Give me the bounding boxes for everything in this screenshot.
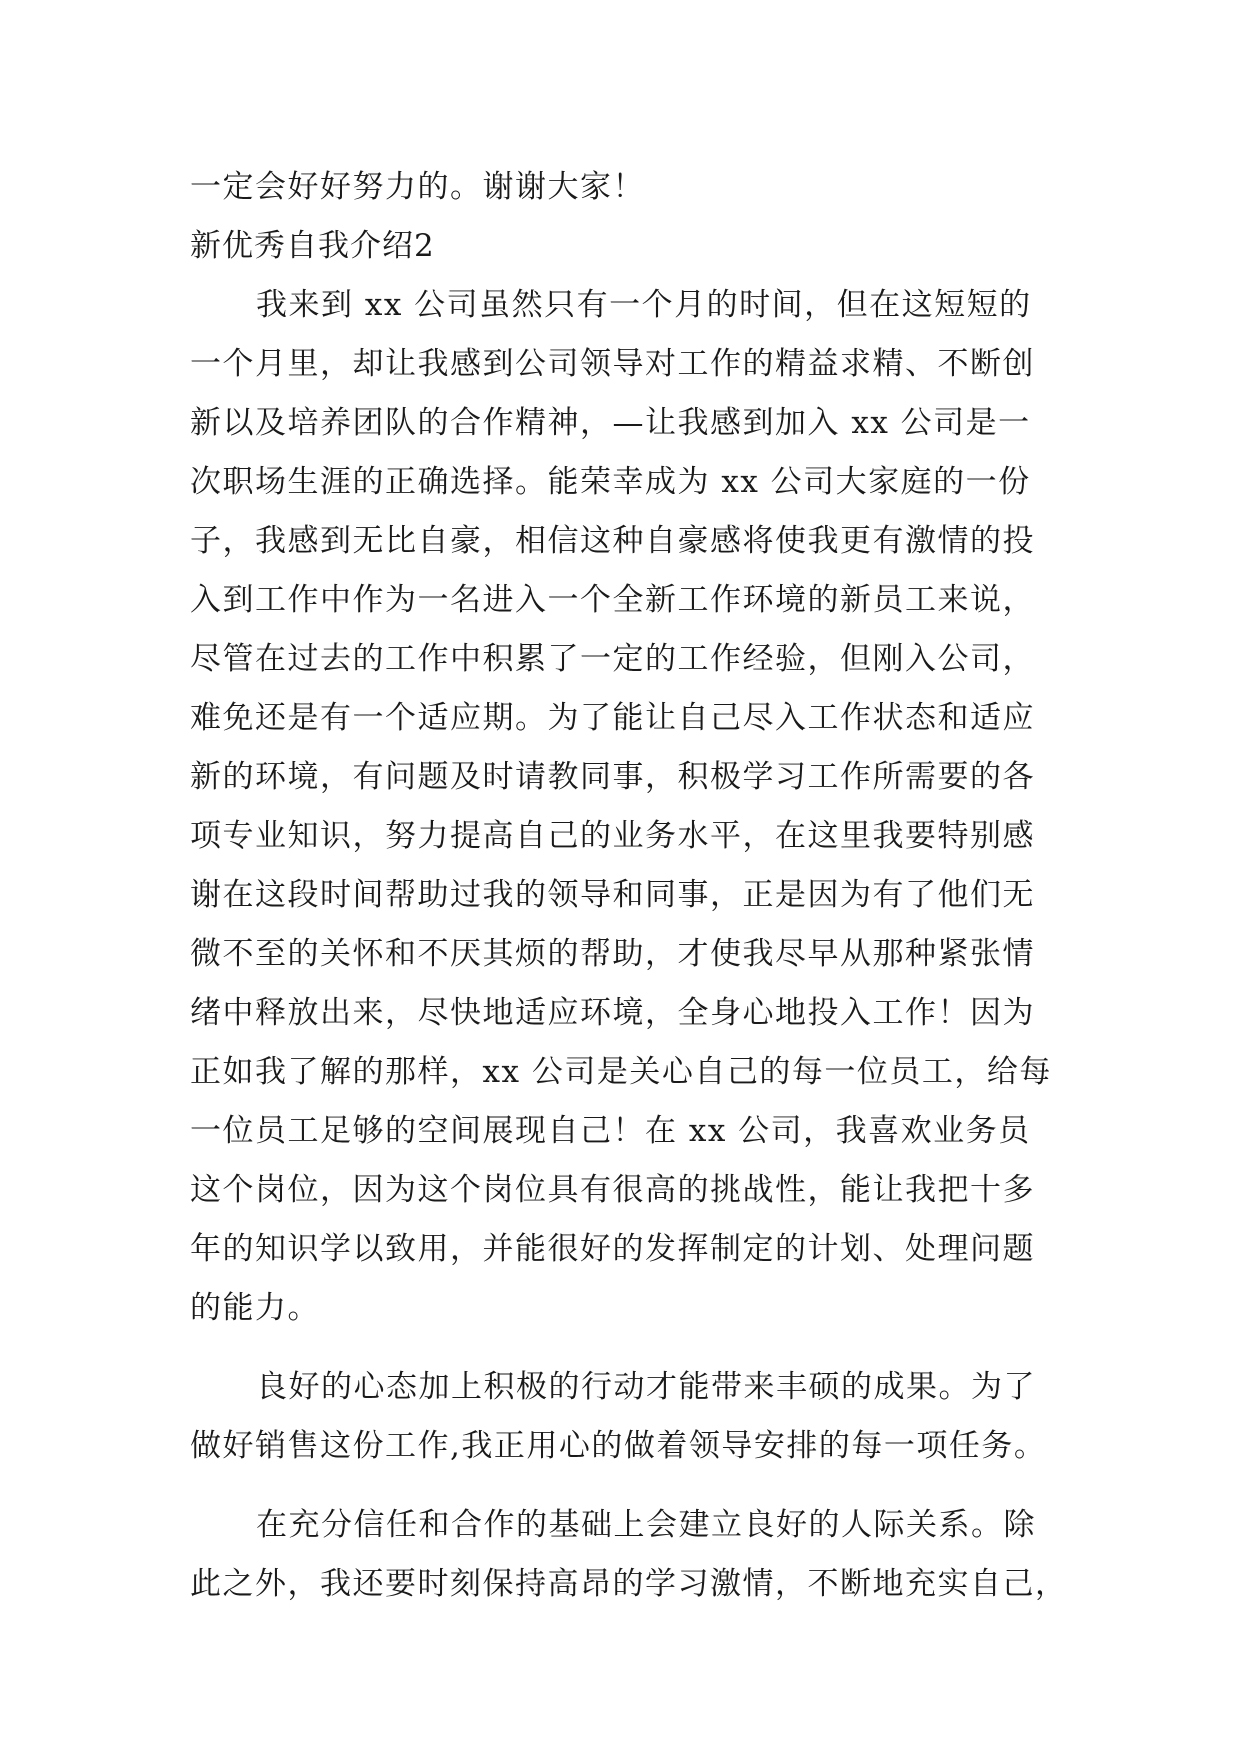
paragraph-line: 正如我了解的那样，xx 公司是关心自己的每一位员工，给每 <box>190 1054 1052 1090</box>
paragraph-line: 在充分信任和合作的基础上会建立良好的人际关系。除 <box>256 1507 1036 1543</box>
document-body <box>190 158 1068 1614</box>
paragraph-line: 微不至的关怀和不厌其烦的帮助，才使我尽早从那种紧张情 <box>190 936 1035 972</box>
paragraph-2 <box>190 1358 1065 1476</box>
paragraph-line: 此之外，我还要时刻保持高昂的学习激情，不断地充实自己， <box>190 1566 1068 1602</box>
paragraph-line: 尽管在过去的工作中积累了一定的工作经验，但刚入公司， <box>190 641 1035 677</box>
paragraph-line: 次职场生涯的正确选择。能荣幸成为 xx 公司大家庭的一份 <box>190 464 1031 500</box>
paragraph-line: 新的环境，有问题及时请教同事，积极学习工作所需要的各 <box>190 759 1035 795</box>
paragraph-line: 入到工作中作为一名进入一个全新工作环境的新员工来说， <box>190 582 1035 618</box>
paragraph-line: 良好的心态加上积极的行动才能带来丰硕的成果。为了 <box>256 1369 1036 1405</box>
paragraph-line: 谢在这段时间帮助过我的领导和同事，正是因为有了他们无 <box>190 877 1035 913</box>
paragraph-line: 我来到 xx 公司虽然只有一个月的时间，但在这短短的 <box>256 287 1032 323</box>
paragraph-line: 难免还是有一个适应期。为了能让自己尽入工作状态和适应 <box>190 700 1035 736</box>
paragraph-line: 一位员工足够的空间展现自己！在 xx 公司，我喜欢业务员 <box>190 1113 1031 1149</box>
paragraph-line: 新以及培养团队的合作精神，—让我感到加入 xx 公司是一 <box>190 405 1031 441</box>
paragraph-spacer <box>190 1338 1065 1358</box>
paragraph-line: 的能力。 <box>190 1290 320 1326</box>
paragraph-spacer <box>190 1476 1065 1496</box>
paragraph-line: 年的知识学以致用，并能很好的发挥制定的计划、处理问题 <box>190 1231 1035 1267</box>
paragraph-line: 做好销售这份工作,我正用心的做着领导安排的每一项任务。 <box>190 1428 1047 1464</box>
paragraph-line: 绪中释放出来，尽快地适应环境，全身心地投入工作！因为 <box>190 995 1035 1031</box>
paragraph-3 <box>190 1496 1068 1614</box>
paragraph-line: 这个岗位，因为这个岗位具有很高的挑战性，能让我把十多 <box>190 1172 1035 1208</box>
section-heading: 新优秀自我介绍2 <box>190 228 435 264</box>
paragraph-line: 一个月里，却让我感到公司领导对工作的精益求精、不断创 <box>190 346 1035 382</box>
paragraph-line: 项专业知识，努力提高自己的业务水平，在这里我要特别感 <box>190 818 1035 854</box>
opening-line: 一定会好好努力的。谢谢大家！ <box>190 169 645 205</box>
paragraph-line: 子，我感到无比自豪，相信这种自豪感将使我更有激情的投 <box>190 523 1035 559</box>
paragraph-1 <box>190 276 1065 1338</box>
